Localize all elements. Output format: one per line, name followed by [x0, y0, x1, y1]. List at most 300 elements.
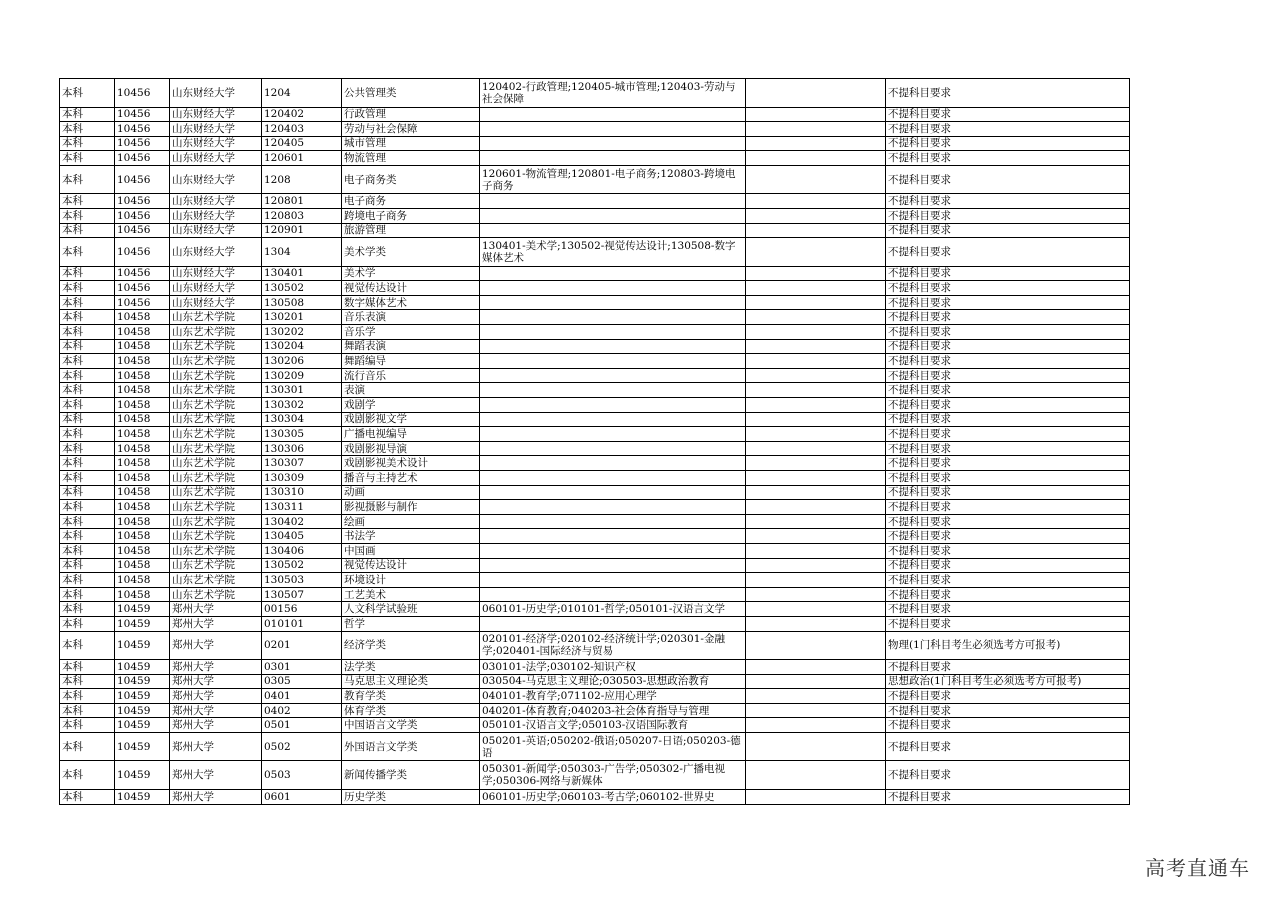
cell-major-name: 人文科学试验班 [342, 602, 480, 617]
cell-major-code: 130502 [262, 281, 342, 296]
table-row [60, 456, 1130, 471]
cell-included-majors: 060101-历史学;060103-考古学;060102-世界史 [480, 789, 746, 804]
cell-major-code: 130206 [262, 354, 342, 369]
cell-subject-requirement: 不提科目要求 [886, 122, 1130, 137]
cell-school-name: 山东艺术学院 [170, 325, 262, 340]
cell-level: 本科 [60, 151, 115, 166]
cell-major-code: 0305 [262, 674, 342, 689]
cell-major-name: 绘画 [342, 514, 480, 529]
cell-included-majors: 130401-美术学;130502-视觉传达设计;130508-数字媒体艺术 [480, 238, 746, 267]
cell-school-name: 山东艺术学院 [170, 558, 262, 573]
cell-subject-requirement: 不提科目要求 [886, 500, 1130, 515]
cell-included-majors [480, 573, 746, 588]
cell-note [746, 441, 886, 456]
table-row [60, 427, 1130, 442]
cell-note [746, 107, 886, 122]
cell-included-majors [480, 412, 746, 427]
cell-level: 本科 [60, 325, 115, 340]
cell-school-code: 10456 [115, 223, 170, 238]
cell-subject-requirement: 不提科目要求 [886, 732, 1130, 761]
cell-major-name: 视觉传达设计 [342, 281, 480, 296]
cell-note [746, 412, 886, 427]
table-row [60, 587, 1130, 602]
cell-school-name: 山东财经大学 [170, 194, 262, 209]
table-row [60, 295, 1130, 310]
cell-school-code: 10456 [115, 281, 170, 296]
cell-major-name: 公共管理类 [342, 79, 480, 108]
cell-school-name: 山东财经大学 [170, 107, 262, 122]
cell-subject-requirement: 不提科目要求 [886, 427, 1130, 442]
cell-level: 本科 [60, 107, 115, 122]
cell-major-code: 1304 [262, 238, 342, 267]
cell-major-code: 130508 [262, 295, 342, 310]
cell-included-majors [480, 456, 746, 471]
cell-subject-requirement: 不提科目要求 [886, 660, 1130, 675]
cell-school-name: 郑州大学 [170, 602, 262, 617]
table-row [60, 674, 1130, 689]
cell-level: 本科 [60, 761, 115, 790]
cell-subject-requirement: 不提科目要求 [886, 441, 1130, 456]
cell-subject-requirement: 不提科目要求 [886, 529, 1130, 544]
cell-subject-requirement: 不提科目要求 [886, 281, 1130, 296]
cell-level: 本科 [60, 368, 115, 383]
cell-note [746, 194, 886, 209]
cell-included-majors [480, 194, 746, 209]
cell-major-code: 120402 [262, 107, 342, 122]
cell-school-name: 山东财经大学 [170, 79, 262, 108]
cell-included-majors [480, 616, 746, 631]
cell-major-name: 中国画 [342, 543, 480, 558]
watermark-text: 高考直通车 [1145, 856, 1250, 880]
cell-major-code: 0503 [262, 761, 342, 790]
cell-note [746, 325, 886, 340]
cell-school-name: 郑州大学 [170, 789, 262, 804]
cell-school-name: 郑州大学 [170, 674, 262, 689]
cell-major-name: 跨境电子商务 [342, 208, 480, 223]
cell-school-code: 10458 [115, 383, 170, 398]
cell-school-name: 山东财经大学 [170, 223, 262, 238]
cell-subject-requirement: 不提科目要求 [886, 761, 1130, 790]
cell-subject-requirement: 不提科目要求 [886, 602, 1130, 617]
cell-school-code: 10456 [115, 122, 170, 137]
cell-note [746, 79, 886, 108]
cell-note [746, 689, 886, 704]
cell-major-name: 教育学类 [342, 689, 480, 704]
cell-note [746, 165, 886, 194]
cell-school-code: 10458 [115, 500, 170, 515]
cell-major-name: 城市管理 [342, 136, 480, 151]
cell-major-name: 戏剧影视导演 [342, 441, 480, 456]
cell-major-code: 130307 [262, 456, 342, 471]
cell-note [746, 122, 886, 137]
cell-subject-requirement: 不提科目要求 [886, 136, 1130, 151]
cell-level: 本科 [60, 789, 115, 804]
cell-school-code: 10456 [115, 107, 170, 122]
cell-major-code: 130209 [262, 368, 342, 383]
cell-major-name: 物流管理 [342, 151, 480, 166]
cell-school-code: 10458 [115, 368, 170, 383]
cell-subject-requirement: 不提科目要求 [886, 398, 1130, 413]
cell-included-majors: 050101-汉语言文学;050103-汉语国际教育 [480, 718, 746, 733]
cell-level: 本科 [60, 266, 115, 281]
cell-included-majors: 060101-历史学;010101-哲学;050101-汉语言文学 [480, 602, 746, 617]
cell-level: 本科 [60, 208, 115, 223]
cell-note [746, 427, 886, 442]
cell-major-code: 130301 [262, 383, 342, 398]
cell-school-name: 山东艺术学院 [170, 339, 262, 354]
cell-school-name: 山东艺术学院 [170, 441, 262, 456]
cell-school-code: 10459 [115, 631, 170, 660]
table-row [60, 500, 1130, 515]
cell-school-code: 10459 [115, 616, 170, 631]
table-row [60, 383, 1130, 398]
table-row [60, 689, 1130, 704]
cell-school-code: 10456 [115, 79, 170, 108]
cell-school-code: 10458 [115, 441, 170, 456]
cell-subject-requirement: 不提科目要求 [886, 485, 1130, 500]
cell-included-majors [480, 368, 746, 383]
cell-school-name: 山东艺术学院 [170, 514, 262, 529]
cell-note [746, 631, 886, 660]
cell-major-code: 130204 [262, 339, 342, 354]
cell-major-name: 新闻传播学类 [342, 761, 480, 790]
table-row [60, 266, 1130, 281]
cell-included-majors [480, 558, 746, 573]
cell-subject-requirement: 思想政治(1门科目考生必须选考方可报考) [886, 674, 1130, 689]
table-row [60, 470, 1130, 485]
cell-school-name: 山东艺术学院 [170, 587, 262, 602]
cell-note [746, 529, 886, 544]
cell-major-name: 环境设计 [342, 573, 480, 588]
cell-school-name: 山东财经大学 [170, 238, 262, 267]
table-row [60, 79, 1130, 108]
cell-note [746, 558, 886, 573]
table-row [60, 529, 1130, 544]
table-row [60, 325, 1130, 340]
table-row [60, 616, 1130, 631]
cell-level: 本科 [60, 136, 115, 151]
cell-major-code: 120801 [262, 194, 342, 209]
cell-included-majors [480, 485, 746, 500]
cell-school-code: 10458 [115, 558, 170, 573]
cell-major-name: 播音与主持艺术 [342, 470, 480, 485]
admission-table [59, 78, 1130, 805]
cell-school-code: 10459 [115, 718, 170, 733]
cell-school-name: 山东艺术学院 [170, 383, 262, 398]
cell-school-name: 山东艺术学院 [170, 573, 262, 588]
cell-subject-requirement: 不提科目要求 [886, 789, 1130, 804]
cell-school-code: 10458 [115, 325, 170, 340]
cell-school-name: 山东财经大学 [170, 151, 262, 166]
cell-level: 本科 [60, 194, 115, 209]
cell-school-name: 山东财经大学 [170, 208, 262, 223]
cell-school-name: 山东艺术学院 [170, 470, 262, 485]
cell-included-majors: 050301-新闻学;050303-广告学;050302-广播电视学;050306-网络与新媒体 [480, 761, 746, 790]
cell-subject-requirement: 不提科目要求 [886, 194, 1130, 209]
cell-level: 本科 [60, 295, 115, 310]
cell-school-name: 山东艺术学院 [170, 354, 262, 369]
cell-note [746, 136, 886, 151]
cell-school-code: 10458 [115, 354, 170, 369]
cell-major-name: 戏剧学 [342, 398, 480, 413]
cell-note [746, 208, 886, 223]
cell-included-majors: 020101-经济学;020102-经济统计学;020301-金融学;020401-国际经济与贸易 [480, 631, 746, 660]
table-row [60, 223, 1130, 238]
table-row [60, 194, 1130, 209]
cell-included-majors: 030504-马克思主义理论;030503-思想政治教育 [480, 674, 746, 689]
table-row [60, 398, 1130, 413]
cell-included-majors [480, 325, 746, 340]
cell-subject-requirement: 不提科目要求 [886, 470, 1130, 485]
cell-major-name: 劳动与社会保障 [342, 122, 480, 137]
cell-major-name: 经济学类 [342, 631, 480, 660]
cell-major-name: 数字媒体艺术 [342, 295, 480, 310]
cell-major-code: 120901 [262, 223, 342, 238]
cell-included-majors [480, 354, 746, 369]
cell-note [746, 383, 886, 398]
table-row [60, 485, 1130, 500]
cell-school-name: 郑州大学 [170, 732, 262, 761]
cell-included-majors [480, 543, 746, 558]
cell-included-majors: 030101-法学;030102-知识产权 [480, 660, 746, 675]
cell-note [746, 500, 886, 515]
cell-major-code: 130310 [262, 485, 342, 500]
cell-major-name: 表演 [342, 383, 480, 398]
cell-included-majors [480, 587, 746, 602]
cell-level: 本科 [60, 383, 115, 398]
cell-school-code: 10456 [115, 136, 170, 151]
cell-major-name: 戏剧影视美术设计 [342, 456, 480, 471]
cell-level: 本科 [60, 310, 115, 325]
cell-subject-requirement: 不提科目要求 [886, 383, 1130, 398]
cell-major-name: 电子商务 [342, 194, 480, 209]
cell-level: 本科 [60, 122, 115, 137]
cell-note [746, 223, 886, 238]
cell-school-name: 郑州大学 [170, 703, 262, 718]
cell-level: 本科 [60, 79, 115, 108]
cell-major-code: 0201 [262, 631, 342, 660]
cell-school-code: 10458 [115, 587, 170, 602]
cell-major-code: 0601 [262, 789, 342, 804]
table-row [60, 789, 1130, 804]
cell-major-name: 中国语言文学类 [342, 718, 480, 733]
cell-major-code: 1208 [262, 165, 342, 194]
cell-note [746, 573, 886, 588]
cell-included-majors [480, 427, 746, 442]
cell-school-name: 山东艺术学院 [170, 310, 262, 325]
cell-school-code: 10456 [115, 295, 170, 310]
cell-major-name: 音乐表演 [342, 310, 480, 325]
cell-included-majors [480, 281, 746, 296]
cell-note [746, 238, 886, 267]
cell-included-majors: 120402-行政管理;120405-城市管理;120403-劳动与社会保障 [480, 79, 746, 108]
cell-note [746, 703, 886, 718]
cell-major-code: 0401 [262, 689, 342, 704]
cell-major-name: 外国语言文学类 [342, 732, 480, 761]
cell-subject-requirement: 不提科目要求 [886, 354, 1130, 369]
table-row [60, 281, 1130, 296]
cell-major-name: 动画 [342, 485, 480, 500]
cell-major-name: 体育学类 [342, 703, 480, 718]
cell-included-majors [480, 398, 746, 413]
cell-major-code: 130406 [262, 543, 342, 558]
table-row [60, 368, 1130, 383]
cell-included-majors [480, 470, 746, 485]
cell-major-name: 旅游管理 [342, 223, 480, 238]
cell-included-majors [480, 151, 746, 166]
cell-major-code: 130503 [262, 573, 342, 588]
cell-school-code: 10458 [115, 310, 170, 325]
cell-subject-requirement: 不提科目要求 [886, 703, 1130, 718]
cell-school-code: 10458 [115, 427, 170, 442]
cell-major-name: 美术学 [342, 266, 480, 281]
cell-major-code: 130401 [262, 266, 342, 281]
cell-subject-requirement: 不提科目要求 [886, 573, 1130, 588]
table-row [60, 238, 1130, 267]
cell-included-majors [480, 122, 746, 137]
cell-school-name: 山东艺术学院 [170, 456, 262, 471]
cell-included-majors: 040101-教育学;071102-应用心理学 [480, 689, 746, 704]
cell-major-code: 130305 [262, 427, 342, 442]
cell-major-code: 130304 [262, 412, 342, 427]
cell-major-name: 戏剧影视文学 [342, 412, 480, 427]
cell-subject-requirement: 不提科目要求 [886, 616, 1130, 631]
cell-school-code: 10456 [115, 208, 170, 223]
cell-level: 本科 [60, 339, 115, 354]
cell-school-name: 山东艺术学院 [170, 543, 262, 558]
cell-note [746, 485, 886, 500]
table-row [60, 543, 1130, 558]
cell-note [746, 674, 886, 689]
cell-major-code: 120403 [262, 122, 342, 137]
cell-subject-requirement: 不提科目要求 [886, 689, 1130, 704]
cell-included-majors [480, 339, 746, 354]
cell-subject-requirement: 不提科目要求 [886, 266, 1130, 281]
cell-note [746, 616, 886, 631]
cell-included-majors [480, 295, 746, 310]
cell-level: 本科 [60, 616, 115, 631]
cell-subject-requirement: 不提科目要求 [886, 325, 1130, 340]
cell-major-code: 1204 [262, 79, 342, 108]
table-row [60, 339, 1130, 354]
cell-school-name: 山东财经大学 [170, 136, 262, 151]
cell-subject-requirement: 不提科目要求 [886, 412, 1130, 427]
cell-level: 本科 [60, 587, 115, 602]
cell-major-code: 0501 [262, 718, 342, 733]
cell-subject-requirement: 不提科目要求 [886, 165, 1130, 194]
cell-major-name: 音乐学 [342, 325, 480, 340]
cell-note [746, 398, 886, 413]
cell-level: 本科 [60, 223, 115, 238]
cell-note [746, 587, 886, 602]
table-row [60, 136, 1130, 151]
cell-major-code: 130201 [262, 310, 342, 325]
cell-subject-requirement: 不提科目要求 [886, 558, 1130, 573]
cell-included-majors [480, 441, 746, 456]
cell-major-code: 130302 [262, 398, 342, 413]
cell-subject-requirement: 不提科目要求 [886, 543, 1130, 558]
cell-school-code: 10459 [115, 660, 170, 675]
cell-major-name: 广播电视编导 [342, 427, 480, 442]
cell-major-name: 电子商务类 [342, 165, 480, 194]
cell-level: 本科 [60, 412, 115, 427]
cell-note [746, 456, 886, 471]
cell-included-majors [480, 383, 746, 398]
cell-note [746, 281, 886, 296]
table-row [60, 310, 1130, 325]
cell-school-code: 10458 [115, 573, 170, 588]
cell-school-name: 山东艺术学院 [170, 485, 262, 500]
cell-major-name: 影视摄影与制作 [342, 500, 480, 515]
cell-note [746, 310, 886, 325]
cell-major-code: 00156 [262, 602, 342, 617]
cell-included-majors [480, 514, 746, 529]
cell-school-code: 10456 [115, 194, 170, 209]
cell-school-code: 10456 [115, 238, 170, 267]
cell-subject-requirement: 不提科目要求 [886, 310, 1130, 325]
cell-school-name: 山东艺术学院 [170, 500, 262, 515]
cell-level: 本科 [60, 558, 115, 573]
cell-level: 本科 [60, 456, 115, 471]
cell-level: 本科 [60, 660, 115, 675]
cell-level: 本科 [60, 427, 115, 442]
cell-school-name: 山东艺术学院 [170, 398, 262, 413]
cell-level: 本科 [60, 732, 115, 761]
cell-level: 本科 [60, 631, 115, 660]
cell-note [746, 718, 886, 733]
cell-included-majors: 040201-体育教育;040203-社会体育指导与管理 [480, 703, 746, 718]
cell-school-code: 10459 [115, 674, 170, 689]
cell-level: 本科 [60, 470, 115, 485]
table-row [60, 441, 1130, 456]
cell-school-name: 山东艺术学院 [170, 427, 262, 442]
table-row [60, 573, 1130, 588]
cell-subject-requirement: 不提科目要求 [886, 718, 1130, 733]
cell-school-name: 郑州大学 [170, 689, 262, 704]
cell-included-majors: 050201-英语;050202-俄语;050207-日语;050203-德语 [480, 732, 746, 761]
cell-school-code: 10459 [115, 761, 170, 790]
cell-note [746, 266, 886, 281]
cell-note [746, 368, 886, 383]
table-row [60, 631, 1130, 660]
cell-major-name: 工艺美术 [342, 587, 480, 602]
cell-school-code: 10458 [115, 456, 170, 471]
cell-included-majors [480, 500, 746, 515]
cell-major-name: 美术学类 [342, 238, 480, 267]
table-row [60, 151, 1130, 166]
cell-school-name: 郑州大学 [170, 718, 262, 733]
cell-note [746, 602, 886, 617]
cell-school-code: 10458 [115, 529, 170, 544]
cell-note [746, 660, 886, 675]
cell-level: 本科 [60, 689, 115, 704]
cell-level: 本科 [60, 529, 115, 544]
cell-subject-requirement: 不提科目要求 [886, 238, 1130, 267]
cell-major-code: 120601 [262, 151, 342, 166]
table-row [60, 703, 1130, 718]
cell-school-code: 10459 [115, 789, 170, 804]
cell-school-name: 山东财经大学 [170, 266, 262, 281]
table-row [60, 412, 1130, 427]
cell-subject-requirement: 物理(1门科目考生必须选考方可报考) [886, 631, 1130, 660]
cell-note [746, 295, 886, 310]
cell-included-majors [480, 208, 746, 223]
table-row [60, 107, 1130, 122]
cell-school-code: 10458 [115, 543, 170, 558]
cell-school-code: 10458 [115, 398, 170, 413]
cell-school-name: 山东财经大学 [170, 165, 262, 194]
cell-major-name: 法学类 [342, 660, 480, 675]
